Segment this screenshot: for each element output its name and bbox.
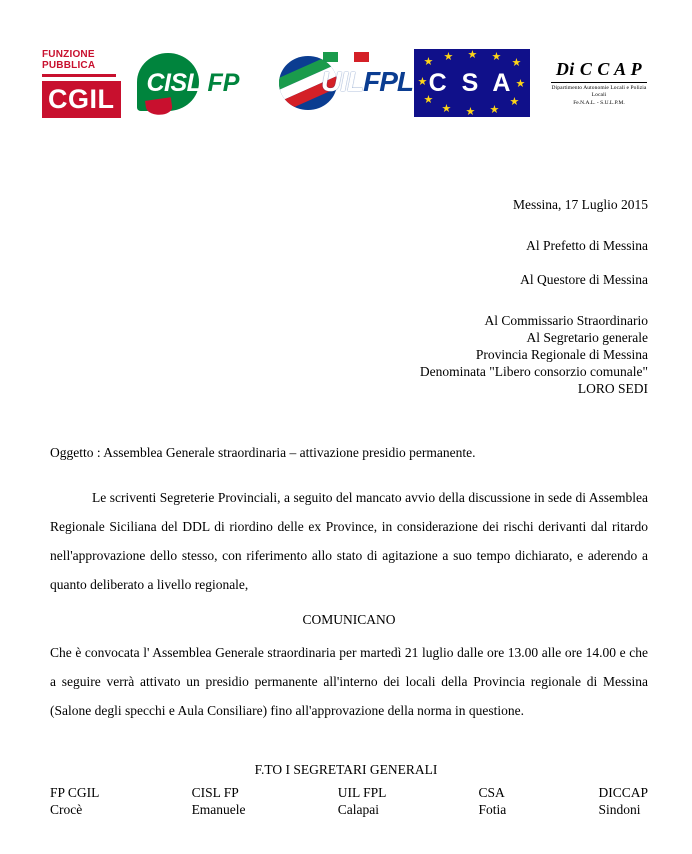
signature-name: Fotia — [478, 802, 507, 817]
signature-diccap — [598, 784, 648, 818]
signature-org: DICCAP — [598, 785, 648, 800]
recipient-questore: Al Questore di Messina — [520, 272, 648, 287]
signature-uil-fpl — [338, 784, 387, 818]
eu-star-icon: ★ — [509, 96, 520, 108]
eu-star-icon: ★ — [443, 51, 454, 63]
address-block — [50, 196, 648, 397]
declaration-heading: COMUNICANO — [302, 612, 396, 627]
diccap-federation: Fe.N.A.L. - S.U.L.P.M. — [573, 100, 625, 106]
signature-name: Crocè — [50, 802, 83, 817]
cgil-divider — [42, 74, 116, 77]
logo-cisl-fp — [137, 51, 265, 115]
recipient-commissario: Al Commissario Straordinario — [484, 313, 648, 328]
logo-uil-fpl — [279, 50, 413, 116]
eu-star-icon: ★ — [467, 49, 478, 61]
cisl-fp-suffix: FP — [207, 68, 240, 97]
recipient-loro-sedi: LORO SEDI — [577, 381, 648, 396]
recipient-segretario: Al Segretario generale — [526, 330, 648, 345]
diccap-acronym: Di C C A P — [555, 59, 643, 79]
signature-fp-cgil — [50, 784, 99, 818]
signature-csa — [479, 784, 507, 818]
recipient-prefetto: Al Prefetto di Messina — [526, 238, 648, 253]
eu-star-icon: ★ — [491, 51, 502, 63]
subject-line: Oggetto : Assemblea Generale straordinaria – attivazione presidio permanente. — [50, 445, 476, 460]
diccap-divider — [551, 82, 647, 83]
logo-csa — [414, 49, 530, 117]
signature-cisl-fp — [192, 784, 246, 818]
eu-star-icon: ★ — [489, 104, 500, 116]
signature-org: CSA — [478, 785, 505, 800]
eu-star-icon: ★ — [465, 106, 476, 118]
signature-org: CISL FP — [191, 785, 239, 800]
paragraph-convocazione: Che è convocata l' Assemblea Generale straordinaria per martedì 21 luglio dalle ore 13.00 alle ore 14.00 e che a seguire verrà attivato un presidio permanente all'interno dei locali della Provincia regionale di Messina (Salone degli specchi e Aula Consiliare) fino all'approvazione della norma in questione. — [50, 645, 648, 718]
uil-wordmark — [321, 66, 413, 98]
csa-acronym: C S A — [428, 68, 515, 97]
cisl-acronym: CISL — [146, 68, 202, 97]
eu-star-icon: ★ — [441, 103, 452, 115]
recipient-denominazione: Denominata "Libero consorzio comunale" — [419, 364, 648, 379]
recipient-provincia: Provincia Regionale di Messina — [475, 347, 648, 362]
uil-part2: FPL — [363, 66, 413, 97]
eu-star-icon: ★ — [511, 57, 522, 69]
signature-name: Emanuele — [191, 802, 246, 817]
signatures-row — [50, 784, 648, 818]
place-and-date: Messina, 17 Luglio 2015 — [513, 197, 648, 212]
signatures-title: F.TO I SEGRETARI GENERALI — [254, 762, 438, 777]
letter-body — [50, 196, 648, 725]
eu-star-icon: ★ — [423, 94, 434, 106]
logo-fp-cgil — [42, 49, 122, 118]
signature-org: UIL FPL — [337, 785, 387, 800]
uil-part1: UIL — [321, 66, 364, 97]
cgil-acronym: CGIL — [42, 81, 121, 118]
signature-name: Sindoni — [598, 802, 641, 817]
eu-star-icon: ★ — [417, 76, 428, 88]
cgil-pubblica-label: PUBBLICA — [42, 59, 96, 71]
diccap-subtitle: Dipartimento Autonomie Locali e Polizia Locali — [551, 85, 647, 98]
cgil-funzione-label: FUNZIONE — [42, 48, 95, 60]
eu-star-icon: ★ — [423, 56, 434, 68]
logo-diccap — [544, 59, 654, 107]
signature-name: Calapai — [337, 802, 379, 817]
signature-org: FP CGIL — [50, 785, 100, 800]
paragraph-premessa: Le scriventi Segreterie Provinciali, a seguito del mancato avvio della discussione in sede di Assemblea Regionale Siciliana del DDL di riordino delle ex Province, in considerazione dei rischi derivanti dal ritardo nell'approvazione dello stesso, con riferimento allo stato di agitazione a suo tempo dichiarato, e aderendo a quanto deliberato a livello regionale, — [50, 490, 648, 592]
union-logos-header — [42, 28, 654, 138]
eu-star-icon: ★ — [515, 78, 526, 90]
